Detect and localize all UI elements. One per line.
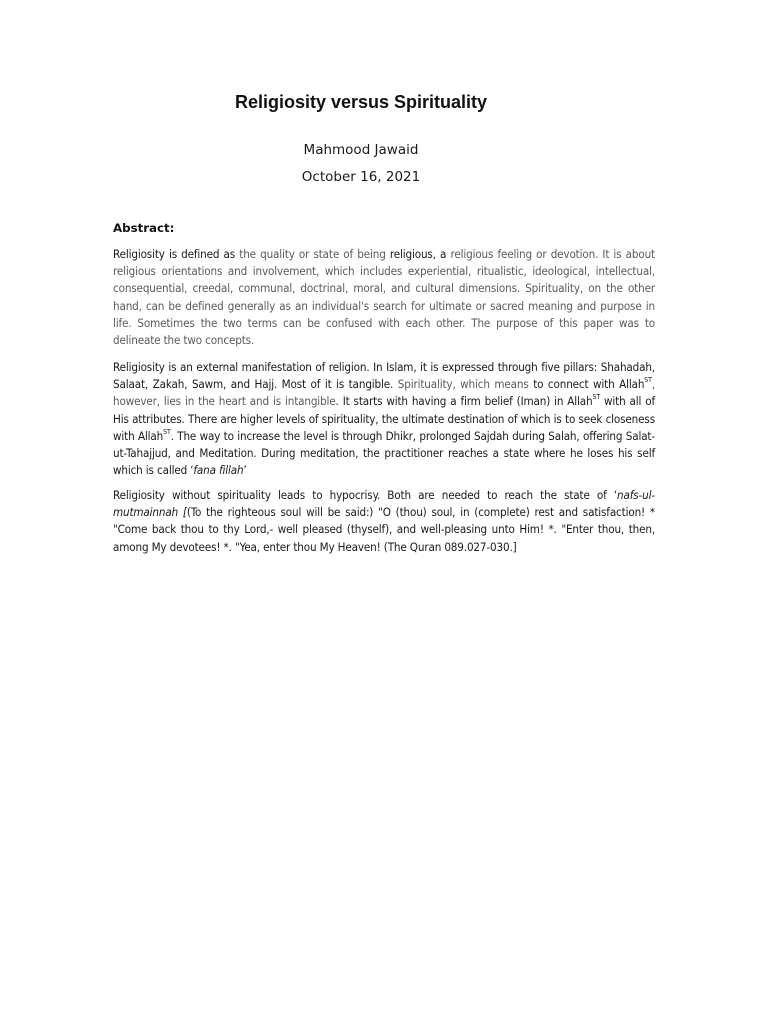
p2-text-e: . It starts with having a firm belief (Iman) in Allah [335, 394, 593, 409]
p1-text-c: religious, a [389, 247, 447, 261]
p3-text-a: Religiosity without spirituality leads to hypocrisy. Both are needed to reach the state of ‘ [113, 488, 618, 502]
p3-text-c: (To the righteous soul will be said:) "O (thou) soul, in (complete) rest and satisfaction! * "Come back thou to thy Lord,- well pleased (thyself), and well-pleasing unto Him! *. "Enter thou, then, among My devotees! *. "Yea, enter thou My Heaven! (The Quran 089.027-030.] [113, 505, 655, 554]
abstract-paragraph-1 [113, 246, 655, 349]
publication-date: October 16, 2021 [301, 169, 421, 185]
abstract-paragraph-2 [113, 359, 655, 479]
p1-text-b: the quality or state of being [235, 247, 390, 261]
abstract-paragraph-3 [113, 487, 655, 556]
abstract-heading: Abstract: [113, 221, 175, 235]
p2-text-c: to connect with Allah [528, 377, 645, 392]
document-title: Religiosity versus Spirituality [234, 92, 488, 112]
author-name: Mahmood Jawaid [303, 142, 419, 158]
p2-superscript-2: ST [592, 393, 601, 402]
p2-text-i: ’ [243, 463, 247, 478]
p2-text-a: Religiosity is an external manifestation of religion. In Islam, it is expressed through five pillars: Shahadah, Salaat, Zakah, Sawm, and Hajj. Most of it is tangible. [113, 360, 655, 392]
p1-text-a: Religiosity is defined as [113, 247, 236, 261]
p2-text-b: Spirituality, which means [397, 377, 529, 392]
p1-text-d: religious feeling or devotion. It is about religious orientations and involvement, which includes experiential, ritualistic, ideological, intellectual, consequential, creedal, communal, doctrinal, moral, and cultural dimensions. Spirituality, on the other hand, can be defined generally as an individual's search for ultimate or sacred meaning and purpose in life. Sometimes the two terms can be confused with each other. The purpose of this paper was to delineate the two concepts. [113, 247, 655, 348]
p2-superscript-1: ST [644, 376, 652, 385]
p2-superscript-3: ST [163, 427, 171, 436]
p2-text-f: with all of His attributes. There are higher levels of spirituality, the ultimate destination of which is to seek closeness with Allah [113, 394, 655, 443]
p2-italic-term: fana fillah [193, 463, 244, 478]
p2-text-d: , however, lies in the heart and is intangible [113, 377, 656, 409]
p2-text-g: . The way to increase the level is through Dhikr, prolonged Sajdah during Salah, offering Salat-ut-Tahajjud, and Meditation. During meditation, the practitioner reaches a state where he loses his self which is called ‘ [113, 428, 655, 478]
p3-italic-term: nafs-ul-mutmainnah [ [113, 488, 655, 520]
